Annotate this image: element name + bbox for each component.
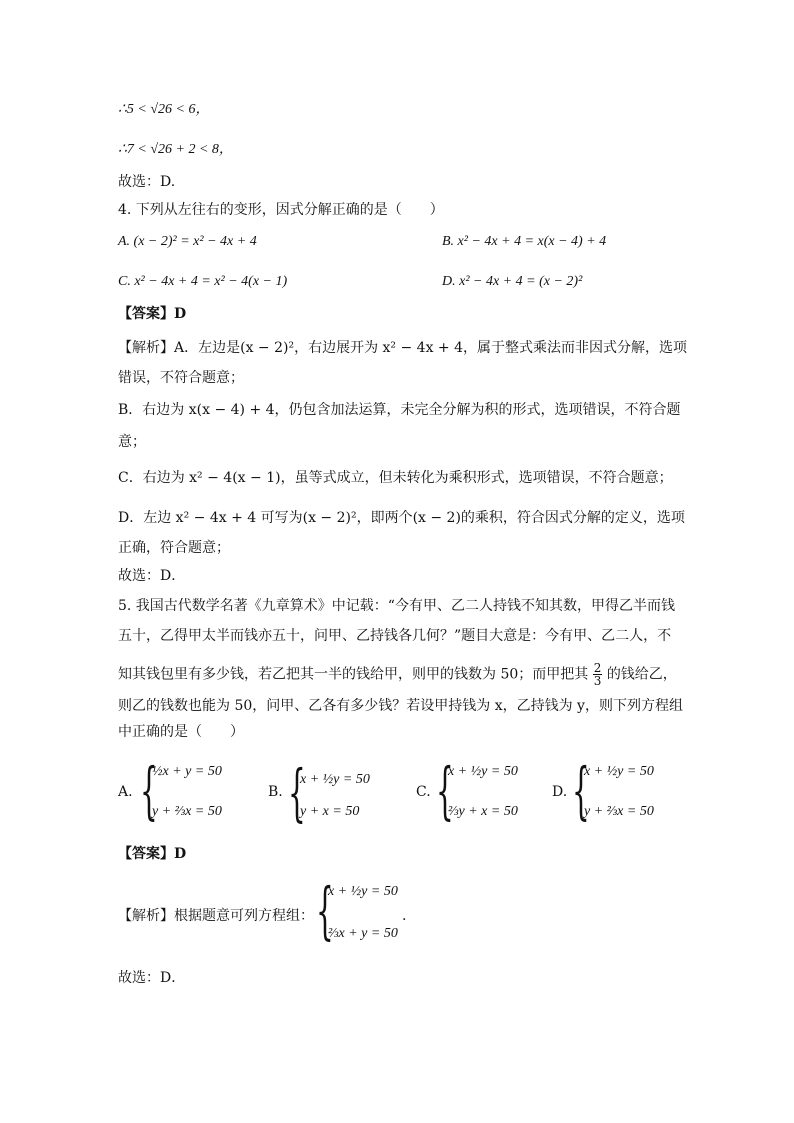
choice-result-1: 故选：D.: [118, 174, 176, 190]
q5-explanation-intro: 【解析】根据题意可列方程组：: [118, 908, 314, 924]
system-end-period: .: [402, 908, 407, 924]
system-row-2: y + x = 50: [300, 804, 360, 819]
question-5-stem-1: 5. 我国古代数学名著《九章算术》中记载：“今有甲、乙二人持钱不知其数，甲得乙半而钱: [118, 598, 675, 614]
q4-explanation-5: C．右边为 x² − 4(x − 1)，虽等式成立，但未转化为乘积形式，选项错误，不符合题意；: [118, 470, 673, 486]
inequality-line-2: ∴7 < √26 + 2 < 8，: [118, 142, 233, 157]
question-5-stem-4: 则乙的钱数也能为 50，问甲、乙各有多少钱？若设甲持钱为 x，乙持钱为 y，则下列方程组: [118, 698, 683, 714]
q5-stem-3-part-b: 的钱给乙，: [606, 666, 677, 683]
fraction-two-thirds: [593, 662, 603, 687]
q4-option-b: B. x² − 4x + 4 = x(x − 4) + 4: [442, 234, 607, 249]
q5-option-d-label: D.: [552, 784, 568, 800]
q5-option-a-system: [140, 754, 260, 832]
q4-explanation-7: 正确，符合题意；: [118, 540, 230, 556]
q5-option-a-label: A.: [118, 784, 133, 800]
q4-final-choice: 故选：D．: [118, 568, 186, 584]
system-row-1: x + ½y = 50: [448, 764, 518, 779]
q5-option-c-label: C.: [416, 784, 431, 800]
brace-icon: {: [572, 754, 590, 827]
fraction-numerator: 2: [593, 661, 602, 675]
system-row-2: y + ⅔x = 50: [584, 804, 654, 819]
brace-icon: {: [288, 756, 306, 829]
system-row-1: x + ½y = 50: [328, 884, 398, 899]
fraction-denominator: 3: [593, 674, 602, 688]
q4-option-a: A. (x − 2)² = x² − 4x + 4: [118, 234, 257, 249]
q5-option-d-system: [572, 754, 682, 832]
system-row-1: ½x + y = 50: [152, 764, 222, 779]
system-row-1: x + ½y = 50: [584, 764, 654, 779]
q5-option-c-system: [436, 754, 546, 832]
q4-explanation-3: B．右边为 x(x − 4) + 4，仍包含加法运算，未完全分解为积的形式，选项错误，不符合题: [118, 402, 681, 418]
system-row-1: x + ½y = 50: [300, 772, 370, 787]
system-row-2: ⅔x + y = 50: [328, 926, 398, 941]
q5-solution-system: [316, 876, 426, 952]
brace-icon: {: [140, 754, 158, 827]
inequality-line-1: ∴5 < √26 < 6，: [118, 102, 210, 117]
q4-option-d: D. x² − 4x + 4 = (x − 2)²: [442, 274, 583, 289]
q4-option-c: C. x² − 4x + 4 = x² − 4(x − 1): [118, 274, 288, 289]
q5-option-b-label: B.: [268, 784, 283, 800]
q5-stem-3-part-a: 知其钱包里有多少钱，若乙把其一半的钱给甲，则甲的钱数为 50；而甲把其: [118, 666, 589, 683]
q5-answer: 【答案】D: [118, 846, 187, 862]
q4-explanation-6: D．左边 x² − 4x + 4 可写为(x − 2)²，即两个(x − 2)的乘积，符合因式分解的定义，选项: [118, 510, 685, 526]
system-row-2: y + ⅔x = 50: [152, 804, 222, 819]
q4-explanation-2: 错误，不符合题意；: [118, 370, 244, 386]
brace-icon: {: [436, 754, 454, 827]
question-5-stem-2: 五十，乙得甲太半而钱亦五十，问甲、乙持钱各几何？”题目大意是：今有甲、乙二人，不: [118, 628, 672, 644]
brace-icon: {: [316, 874, 334, 947]
system-row-2: ⅔y + x = 50: [448, 804, 518, 819]
question-5-stem-5: 中正确的是（ ）: [118, 724, 244, 740]
q4-answer: 【答案】D: [118, 306, 187, 322]
q4-explanation-1: 【解析】A．左边是(x − 2)²，右边展开为 x² − 4x + 4，属于整式乘法而非因式分解，选项: [118, 340, 688, 356]
q5-final-choice: 故选：D．: [118, 970, 186, 986]
q5-option-b-system: [288, 756, 398, 829]
question-4-stem: 4. 下列从左往右的变形，因式分解正确的是（ ）: [118, 202, 444, 218]
q4-explanation-4: 意；: [118, 434, 146, 450]
question-5-stem-3: [118, 662, 677, 687]
